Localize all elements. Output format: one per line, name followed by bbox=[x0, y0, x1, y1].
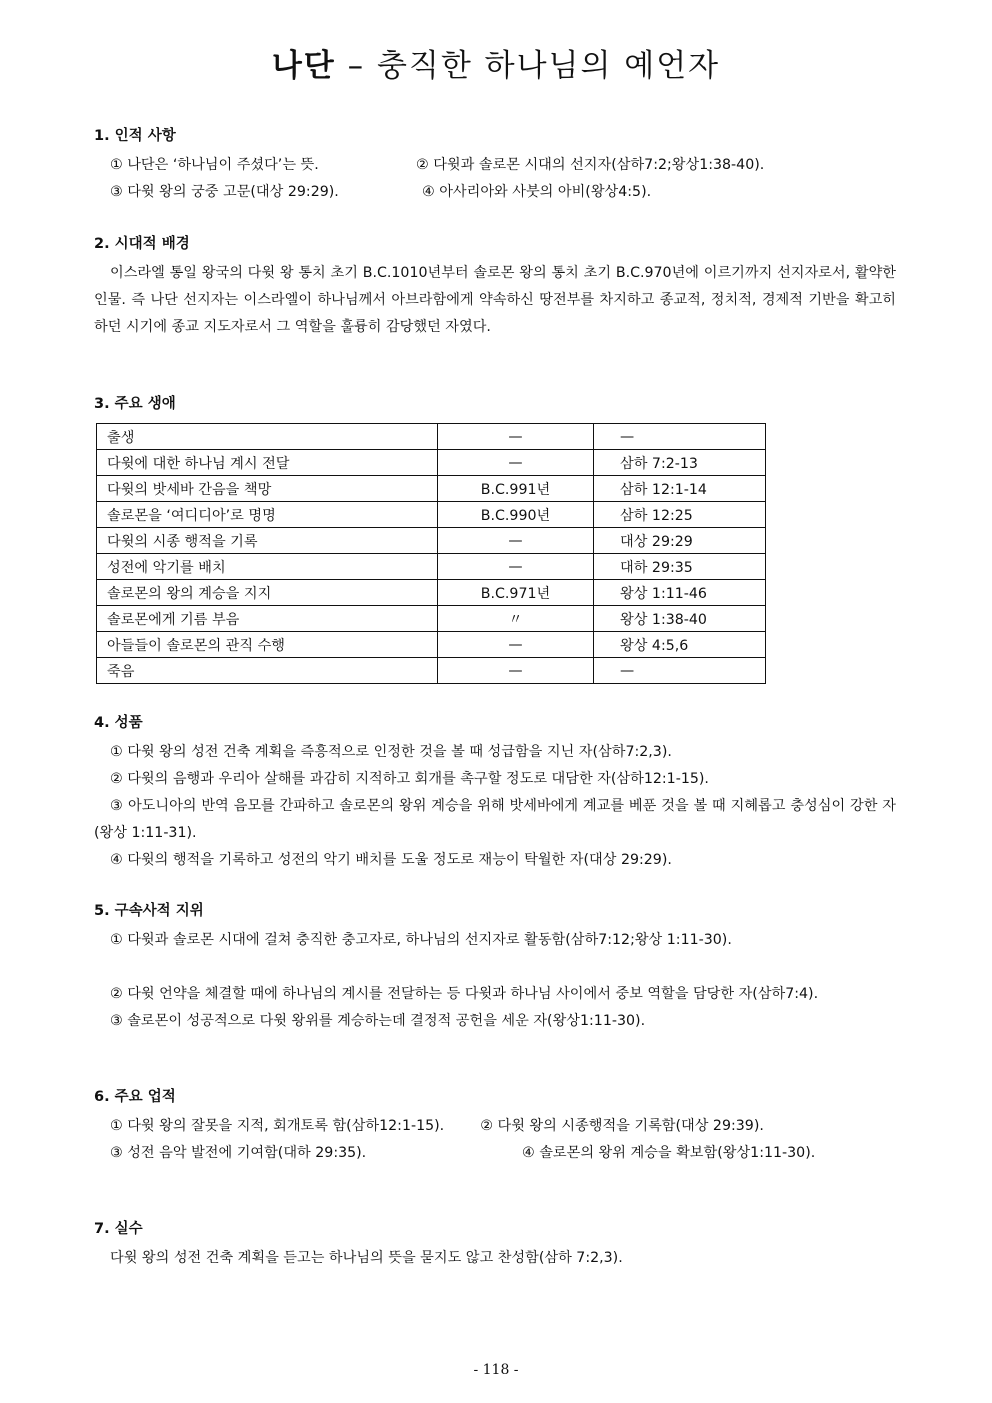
section-personal-info bbox=[94, 124, 896, 206]
table-row bbox=[97, 502, 766, 528]
info-item-1: ① 나단은 ‘하나님이 주셨다’는 뜻. bbox=[110, 157, 319, 173]
event-cell: 솔로몬을 ‘여디디아’로 명명 bbox=[97, 502, 438, 528]
section-heading: 4. 성품 bbox=[94, 715, 143, 731]
reference-cell: 삼하 12:25 bbox=[594, 502, 766, 528]
event-cell: 다윗의 시종 행적을 기록 bbox=[97, 528, 438, 554]
section-heading: 2. 시대적 배경 bbox=[94, 236, 190, 252]
table-row bbox=[97, 528, 766, 554]
title-subtitle: – 충직한 하나님의 예언자 bbox=[335, 48, 721, 84]
event-cell: 솔로몬에게 기름 부음 bbox=[97, 606, 438, 632]
achievement-item-4: ④ 솔로몬의 왕위 계승을 확보함(왕상1:11-30). bbox=[522, 1145, 816, 1161]
info-line-1 bbox=[94, 152, 896, 179]
event-cell: 다윗의 밧세바 간음을 책망 bbox=[97, 476, 438, 502]
section-heading: 7. 실수 bbox=[94, 1221, 143, 1237]
section-heading: 5. 구속사적 지위 bbox=[94, 903, 204, 919]
section-mistakes bbox=[94, 1217, 896, 1272]
event-cell: 솔로몬의 왕의 계승을 지지 bbox=[97, 580, 438, 606]
date-cell: — bbox=[438, 450, 594, 476]
table-row bbox=[97, 450, 766, 476]
page-title bbox=[0, 40, 992, 85]
date-cell: B.C.991년 bbox=[438, 476, 594, 502]
table-row bbox=[97, 554, 766, 580]
table-row bbox=[97, 658, 766, 684]
reference-cell: 왕상 1:11-46 bbox=[594, 580, 766, 606]
achievement-line-2 bbox=[94, 1140, 896, 1167]
position-item-1: ① 다윗과 솔로몬 시대에 걸쳐 충직한 충고자로, 하나님의 선지자로 활동함(삼하7:12;왕상 1:11-30). bbox=[110, 932, 732, 948]
section-heading: 6. 주요 업적 bbox=[94, 1089, 176, 1105]
reference-cell: 대상 29:29 bbox=[594, 528, 766, 554]
date-cell: B.C.990년 bbox=[438, 502, 594, 528]
reference-cell: 왕상 1:38-40 bbox=[594, 606, 766, 632]
event-cell: 다윗에 대한 하나님 계시 전달 bbox=[97, 450, 438, 476]
event-cell: 성전에 악기를 배치 bbox=[97, 554, 438, 580]
section-background bbox=[94, 232, 896, 341]
date-cell: B.C.971년 bbox=[438, 580, 594, 606]
event-cell: 출생 bbox=[97, 424, 438, 450]
date-cell: 〃 bbox=[438, 606, 594, 632]
table-row bbox=[97, 606, 766, 632]
reference-cell: 대하 29:35 bbox=[594, 554, 766, 580]
reference-cell: 왕상 4:5,6 bbox=[594, 632, 766, 658]
info-item-4: ④ 아사리아와 사붓의 아비(왕상4:5). bbox=[422, 184, 652, 200]
section-heading: 3. 주요 생애 bbox=[94, 396, 176, 412]
section-redemptive-position bbox=[94, 899, 896, 1035]
table-row bbox=[97, 632, 766, 658]
reference-cell: 삼하 7:2-13 bbox=[594, 450, 766, 476]
table-row bbox=[97, 424, 766, 450]
reference-cell: 삼하 12:1-14 bbox=[594, 476, 766, 502]
position-item-2: ② 다윗 언약을 체결할 때에 하나님의 계시를 전달하는 등 다윗과 하나님 사이에서 중보 역할을 담당한 자(삼하7:4). bbox=[110, 986, 819, 1002]
info-item-3: ③ 다윗 왕의 궁중 고문(대상 29:29). bbox=[110, 184, 339, 200]
position-item-3: ③ 솔로몬이 성공적으로 다윗 왕위를 계승하는데 결정적 공헌을 세운 자(왕상1:11-30). bbox=[110, 1013, 646, 1029]
date-cell: — bbox=[438, 658, 594, 684]
mistake-item: 다윗 왕의 성전 건축 계획을 듣고는 하나님의 뜻을 묻지도 않고 찬성함(삼하 7:2,3). bbox=[110, 1250, 623, 1266]
character-item-2: ② 다윗의 음행과 우리아 살해를 과감히 지적하고 회개를 촉구할 정도로 대담한 자(삼하12:1-15). bbox=[110, 771, 709, 787]
table-row bbox=[97, 476, 766, 502]
page-number: - 118 - bbox=[473, 1362, 519, 1378]
achievement-line-1: ① 다윗 왕의 잘못을 지적, 회개토록 함(삼하12:1-15). ② 다윗 왕의 시종행적을 기록함(대상 29:39). bbox=[110, 1118, 764, 1134]
life-events-table bbox=[96, 423, 766, 684]
character-item-3: ③ 아도니아의 반역 음모를 간파하고 솔로몬의 왕위 계승을 위해 밧세바에게 계교를 베푼 것을 볼 때 지혜롭고 충성심이 강한 자(왕상 1:11-31). bbox=[94, 798, 896, 841]
info-item-2: ② 다윗과 솔로몬 시대의 선지자(삼하7:2;왕상1:38-40). bbox=[416, 157, 765, 173]
section-major-life bbox=[94, 392, 896, 420]
achievement-item-3: ③ 성전 음악 발전에 기여함(대하 29:35). bbox=[110, 1145, 367, 1161]
table-row bbox=[97, 580, 766, 606]
background-text: 이스라엘 통일 왕국의 다윗 왕 통치 초기 B.C.1010년부터 솔로몬 왕의 통치 초기 B.C.970년에 이르기까지 선지자로서, 활약한 인물. 즉 나단 선지자는 이스라엘이 하나님께서 아브라함에게 약속하신 땅전부를 차지하고 종교적, 정치적, 경제적 기반을 확고히 하던 시기에 종교 지도자로서 그 역할을 훌륭히 감당했던 자였다. bbox=[94, 265, 896, 335]
section-achievements bbox=[94, 1085, 896, 1167]
event-cell: 아들들이 솔로몬의 관직 수행 bbox=[97, 632, 438, 658]
date-cell: — bbox=[438, 528, 594, 554]
date-cell: — bbox=[438, 632, 594, 658]
character-item-1: ① 다윗 왕의 성전 건축 계획을 즉흥적으로 인정한 것을 볼 때 성급함을 지닌 자(삼하7:2,3). bbox=[110, 744, 672, 760]
title-name: 나단 bbox=[271, 48, 336, 84]
character-item-4: ④ 다윗의 행적을 기록하고 성전의 악기 배치를 도울 정도로 재능이 탁월한 자(대상 29:29). bbox=[110, 852, 672, 868]
section-heading: 1. 인적 사항 bbox=[94, 128, 176, 144]
info-line-2 bbox=[94, 179, 896, 206]
reference-cell: — bbox=[594, 658, 766, 684]
event-cell: 죽음 bbox=[97, 658, 438, 684]
date-cell: — bbox=[438, 554, 594, 580]
section-character bbox=[94, 711, 896, 874]
date-cell: — bbox=[438, 424, 594, 450]
reference-cell: — bbox=[594, 424, 766, 450]
